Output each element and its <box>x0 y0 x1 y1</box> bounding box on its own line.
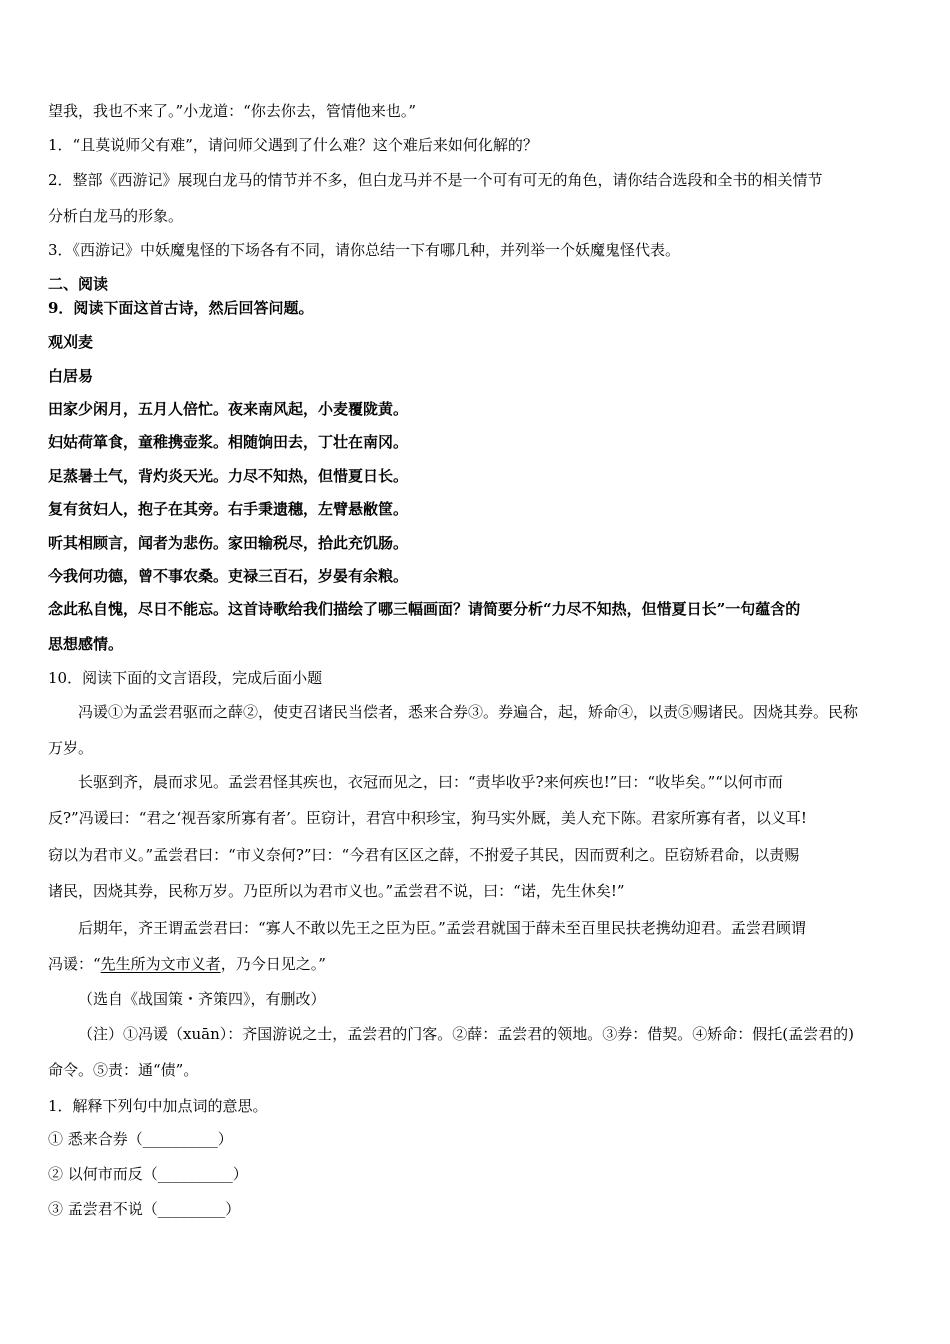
text-line: 分析白龙马的形象。 <box>48 207 184 225</box>
blank-item-3: ③ 孟尝君不说（_________） <box>48 1200 241 1218</box>
annotation: 命令。⑤责：通“债”。 <box>48 1061 199 1079</box>
source-citation: （选自《战国策・齐策四》，有删改） <box>78 990 326 1008</box>
question-3: 3．《西游记》中妖魔鬼怪的下场各有不同，请你总结一下有哪几种，并列举一个妖魔鬼怪代表。 <box>48 241 681 259</box>
classical-text-line: 诸民，因烧其券，民称万岁。乃臣所以为君市义也。”孟尝君不说，曰：“诺，先生休矣!” <box>48 882 625 900</box>
text-line: 思想感情。 <box>48 635 124 653</box>
text-segment: 冯谖：“ <box>48 955 101 973</box>
poem-line: 复有贫妇人，抱子在其旁。右手秉遗穗，左臂悬敝筐。 <box>48 500 409 518</box>
underlined-phrase: 先生所为文市义者 <box>100 955 221 973</box>
poem-line: 念此私自愧，尽日不能忘。这首诗歌给我们描绘了哪三幅画面？请简要分析“力尽不知热，但惜夏日长”一句蕴含的 <box>48 600 801 618</box>
blank-item-2: ② 以何市而反（__________） <box>48 1165 248 1183</box>
classical-text-line: 万岁。 <box>48 739 94 757</box>
question-1: 1．“且莫说师父有难”，请问师父遇到了什么难？这个难后来如何化解的？ <box>48 136 538 154</box>
classical-text-line: 长驱到齐，晨而求见。孟尝君怪其疾也，衣冠而见之，曰：“责毕收乎?来何疾也!”曰：“收毕矣。”“以何市而 <box>78 773 783 791</box>
classical-text-line: 冯谖①为孟尝君驱而之薛②，使吏召诸民当偿者，悉来合券③。券遍合，起，矫命④，以责⑤赐诸民。因烧其券。民称 <box>78 703 859 721</box>
sub-question-1: 1．解释下列句中加点词的意思。 <box>48 1097 268 1115</box>
poem-line: 田家少闲月，五月人倍忙。夜来南风起，小麦覆陇黄。 <box>48 400 409 418</box>
classical-text-line: 反?”冯谖曰：“君之‘视吾家所寡有者’。臣窃计，君宫中积珍宝，狗马实外厩，美人充下陈。君家所寡有者，以义耳! <box>48 809 807 827</box>
text-segment: ，乃今日见之。” <box>220 955 326 973</box>
poem-author: 白居易 <box>48 367 94 385</box>
poem-title: 观刈麦 <box>48 333 94 351</box>
annotation: （注）①冯谖（xuān）：齐国游说之士，孟尝君的门客。②薛：孟尝君的领地。③券：借契。④矫命：假托(孟尝君的) <box>78 1025 854 1043</box>
question-9: 9．阅读下面这首古诗，然后回答问题。 <box>48 299 314 317</box>
classical-text-line <box>48 954 326 974</box>
text-line: 望我，我也不来了。”小龙道：“你去你去，管情他来也。” <box>48 102 417 120</box>
poem-line: 足蒸暑土气，背灼炎天光。力尽不知热，但惜夏日长。 <box>48 467 409 485</box>
question-10: 10．阅读下面的文言语段，完成后面小题 <box>48 669 323 687</box>
classical-text-line: 后期年，齐王谓孟尝君曰：“寡人不敢以先王之臣为臣。”孟尝君就国于薛未至百里民扶老携幼迎君。孟尝君顾谓 <box>78 919 806 937</box>
question-2: 2．整部《西游记》展现白龙马的情节并不多，但白龙马并不是一个可有可无的角色，请你结合选段和全书的相关情节 <box>48 171 823 189</box>
poem-line: 妇姑荷箪食，童稚携壶浆。相随饷田去，丁壮在南冈。 <box>48 433 409 451</box>
blank-item-1: ① 悉来合券（__________） <box>48 1130 233 1148</box>
poem-line: 今我何功德，曾不事农桑。吏禄三百石，岁晏有余粮。 <box>48 567 409 585</box>
section-heading: 二、阅读 <box>48 275 109 293</box>
poem-line: 听其相顾言，闻者为悲伤。家田输税尽，拾此充饥肠。 <box>48 534 409 552</box>
classical-text-line: 窃以为君市义。”孟尝君曰：“市义奈何?”曰：“今君有区区之薛，不拊爱子其民，因而贾利之。臣窃矫君命，以责赐 <box>48 846 800 864</box>
